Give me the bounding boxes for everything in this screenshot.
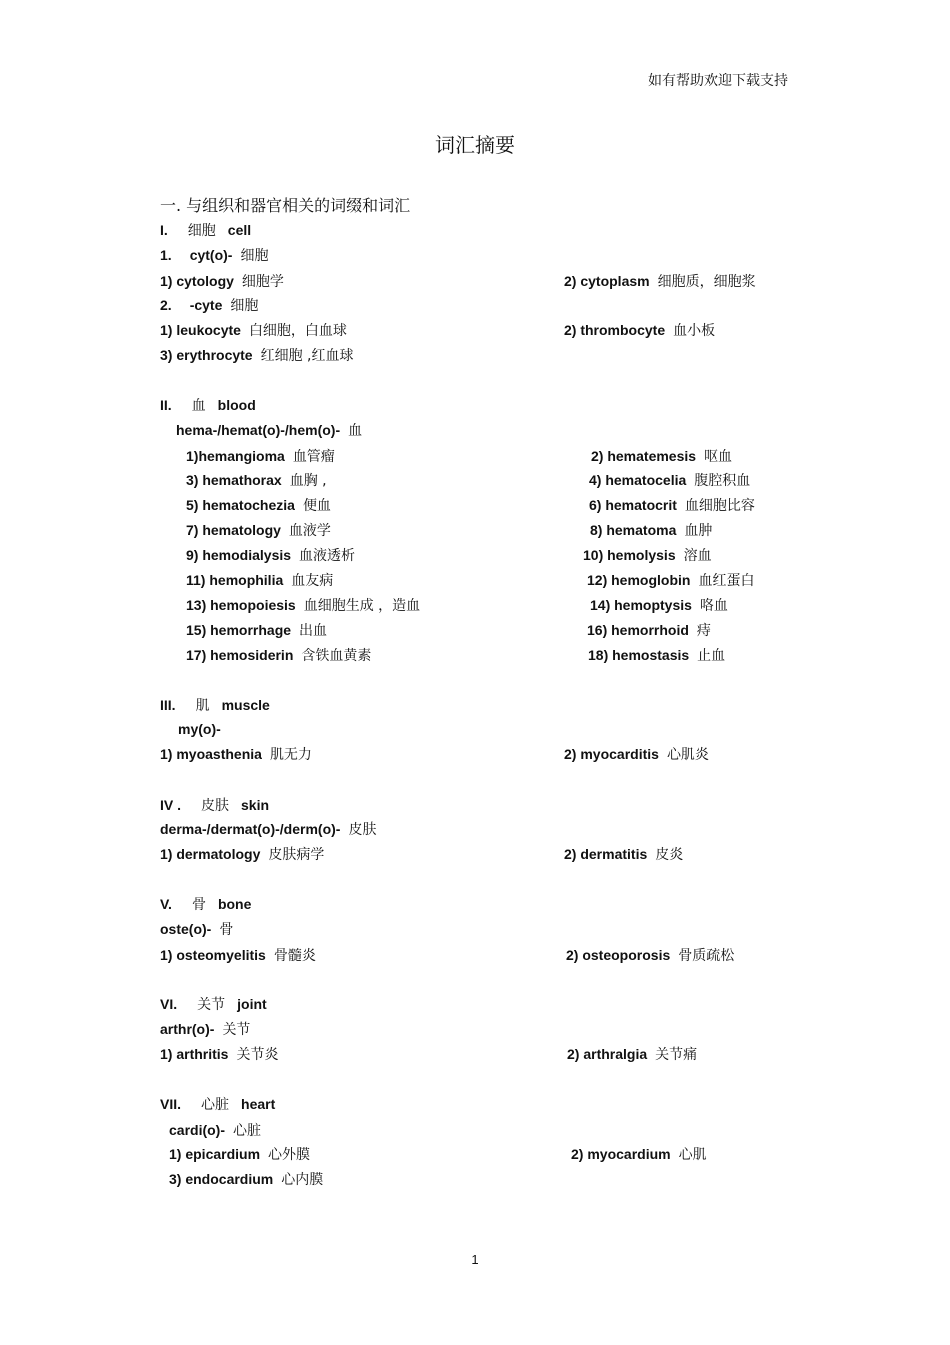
term-entry [160, 272, 284, 291]
section-heading [160, 396, 256, 415]
term-zh: 痔 [696, 623, 711, 639]
prefix-meaning: 细胞 [230, 298, 259, 314]
term-entry [564, 745, 709, 764]
section-name-zh: 肌 [195, 698, 210, 714]
term-zh: 便血 [302, 498, 331, 514]
term-zh: 止血 [697, 648, 726, 664]
term-entry [160, 346, 354, 365]
term-entry [186, 521, 331, 540]
term-en: 1) myoasthenia [160, 746, 262, 762]
term-en: 16) hemorrhoid [587, 622, 689, 638]
term-entry [588, 646, 725, 665]
prefix-term: hema-/hemat(o)-/hem(o)- [176, 422, 341, 438]
term-zh: 细胞质，细胞浆 [657, 274, 756, 290]
term-zh: 心肌炎 [666, 747, 709, 763]
section-name-zh: 细胞 [187, 223, 216, 239]
term-en: 3) erythrocyte [160, 347, 253, 363]
prefix-term: oste(o)- [160, 921, 212, 937]
section-heading [160, 221, 251, 240]
section-heading [160, 995, 267, 1014]
prefix-line [160, 246, 268, 265]
section-name-en: cell [227, 222, 252, 238]
term-entry [186, 546, 355, 565]
term-zh: 皮炎 [655, 847, 684, 863]
term-zh: 血红蛋白 [698, 573, 755, 589]
section-number: VI. [160, 996, 178, 1012]
term-entry [589, 471, 750, 490]
term-entry [169, 1170, 323, 1189]
term-en: 1) leukocyte [160, 322, 241, 338]
term-entry [169, 1145, 310, 1164]
term-zh: 血液学 [288, 523, 331, 539]
term-entry [186, 447, 335, 466]
term-en: 11) hemophilia [186, 572, 284, 588]
term-en: 14) hemoptysis [590, 597, 692, 613]
prefix-line [178, 720, 221, 738]
term-zh: 呕血 [704, 449, 733, 465]
section-name-en: heart [241, 1096, 276, 1112]
term-zh: 血小板 [673, 323, 716, 339]
section-heading [160, 895, 251, 914]
term-zh: 咯血 [699, 598, 728, 614]
term-zh: 骨质疏松 [678, 948, 735, 964]
term-entry [186, 496, 331, 515]
section-name-en: skin [241, 797, 270, 813]
term-en: 13) hemopoiesis [186, 597, 296, 613]
prefix-meaning: 关节 [222, 1022, 251, 1038]
term-en: 2) hematemesis [591, 448, 697, 464]
section-number: III. [160, 697, 176, 713]
term-en: 2) arthralgia [567, 1046, 648, 1062]
term-zh: 血友病 [291, 573, 334, 589]
term-en: 1) epicardium [169, 1146, 261, 1162]
term-entry [567, 1045, 697, 1064]
term-en: 6) hematocrit [589, 497, 677, 513]
document-title: 词汇摘要 [435, 133, 515, 157]
term-en: 10) hemolysis [583, 547, 676, 563]
term-zh: 出血 [299, 623, 328, 639]
term-entry [160, 1045, 278, 1064]
term-zh: 红细胞 ,红血球 [260, 348, 354, 364]
term-entry [564, 321, 715, 340]
prefix-line [176, 421, 362, 440]
term-entry [587, 571, 754, 590]
term-en: 8) hematoma [590, 522, 677, 538]
term-zh: 血胸 , [289, 473, 327, 489]
term-entry [160, 845, 324, 864]
prefix-meaning: 皮肤 [348, 822, 377, 838]
prefix-meaning: 血 [348, 423, 363, 439]
term-entry [566, 946, 734, 965]
term-en: 1) osteomyelitis [160, 947, 266, 963]
section-name-zh: 心脏 [201, 1097, 230, 1113]
prefix-number: 1. [160, 247, 172, 263]
section-number: I. [160, 222, 168, 238]
term-entry [186, 596, 420, 615]
term-entry [186, 621, 327, 640]
term-en: 2) dermatitis [564, 846, 648, 862]
term-en: 3) hemathorax [186, 472, 282, 488]
term-zh: 血细胞比容 [684, 498, 755, 514]
term-entry [160, 321, 347, 340]
term-zh: 血液透析 [299, 548, 356, 564]
term-en: 15) hemorrhage [186, 622, 292, 638]
term-en: 7) hematology [186, 522, 281, 538]
term-en: 2) myocardium [571, 1146, 671, 1162]
term-entry [186, 646, 371, 665]
prefix-term: arthr(o)- [160, 1021, 215, 1037]
term-zh: 骨髓炎 [273, 948, 316, 964]
term-entry [564, 272, 756, 291]
term-en: 2) thrombocyte [564, 322, 666, 338]
term-entry [160, 946, 316, 965]
section-name-en: blood [217, 397, 256, 413]
prefix-line [169, 1121, 261, 1140]
section-name-en: bone [217, 896, 252, 912]
term-entry [564, 845, 683, 864]
term-en: 1) cytology [160, 273, 234, 289]
term-entry [186, 571, 333, 590]
section-heading [160, 696, 270, 715]
prefix-line [160, 920, 233, 939]
term-en: 2) osteoporosis [566, 947, 671, 963]
term-zh: 心肌 [678, 1147, 707, 1163]
term-entry [587, 621, 711, 640]
term-entry [591, 447, 732, 466]
term-en: 1) dermatology [160, 846, 261, 862]
prefix-term: cardi(o)- [169, 1122, 225, 1138]
prefix-meaning: 心脏 [233, 1123, 261, 1139]
section-number: IV . [160, 797, 182, 813]
term-en: 3) endocardium [169, 1171, 274, 1187]
term-en: 4) hematocelia [589, 472, 687, 488]
prefix-meaning: 骨 [219, 922, 234, 938]
term-en: 2) cytoplasm [564, 273, 650, 289]
term-zh: 关节痛 [655, 1047, 698, 1063]
term-en: 17) hemosiderin [186, 647, 294, 663]
section-heading [160, 1095, 275, 1114]
term-zh: 皮肤病学 [268, 847, 325, 863]
term-zh: 腹腔积血 [694, 473, 751, 489]
term-en: 1)hemangioma [186, 448, 285, 464]
prefix-line [160, 1020, 250, 1039]
section-number: V. [160, 896, 172, 912]
term-entry [160, 745, 312, 764]
prefix-term: cyt(o)- [189, 247, 233, 263]
term-zh: 细胞学 [241, 274, 284, 290]
prefix-term: my(o)- [178, 721, 221, 737]
term-entry [589, 496, 755, 515]
term-zh: 血肿 [684, 523, 713, 539]
section-name-zh: 血 [191, 398, 206, 414]
section-name-zh: 骨 [191, 897, 206, 913]
term-zh: 含铁血黄素 [301, 648, 372, 664]
term-en: 2) myocarditis [564, 746, 659, 762]
section-heading [160, 796, 269, 815]
prefix-term: -cyte [189, 297, 223, 313]
prefix-meaning: 细胞 [240, 248, 269, 264]
prefix-number: 2. [160, 297, 172, 313]
part-title: 一. 与组织和器官相关的词缀和词汇 [160, 196, 411, 215]
term-entry [590, 596, 728, 615]
section-number: II. [160, 397, 172, 413]
section-name-zh: 皮肤 [201, 798, 230, 814]
section-number: VII. [160, 1096, 182, 1112]
section-name-en: joint [237, 996, 267, 1012]
section-name-en: muscle [221, 697, 270, 713]
prefix-line [160, 296, 258, 315]
prefix-line [160, 820, 376, 839]
term-en: 1) arthritis [160, 1046, 229, 1062]
term-zh: 白细胞，白血球 [248, 323, 347, 339]
term-zh: 关节炎 [236, 1047, 279, 1063]
term-zh: 肌无力 [269, 747, 312, 763]
section-name-zh: 关节 [197, 997, 226, 1013]
term-en: 5) hematochezia [186, 497, 295, 513]
term-zh: 溶血 [683, 548, 712, 564]
header-note: 如有帮助欢迎下载支持 [648, 73, 788, 89]
page-number: 1 [471, 1252, 479, 1267]
term-entry [590, 521, 712, 540]
term-entry [583, 546, 712, 565]
term-zh: 心外膜 [268, 1147, 311, 1163]
term-zh: 血细胞生成 ，造血 [303, 598, 421, 614]
term-en: 12) hemoglobin [587, 572, 691, 588]
term-en: 18) hemostasis [588, 647, 690, 663]
prefix-term: derma-/dermat(o)-/derm(o)- [160, 821, 341, 837]
term-entry [571, 1145, 707, 1164]
term-en: 9) hemodialysis [186, 547, 292, 563]
term-zh: 心内膜 [281, 1172, 324, 1188]
term-entry [186, 471, 327, 490]
term-zh: 血管瘤 [292, 449, 335, 465]
